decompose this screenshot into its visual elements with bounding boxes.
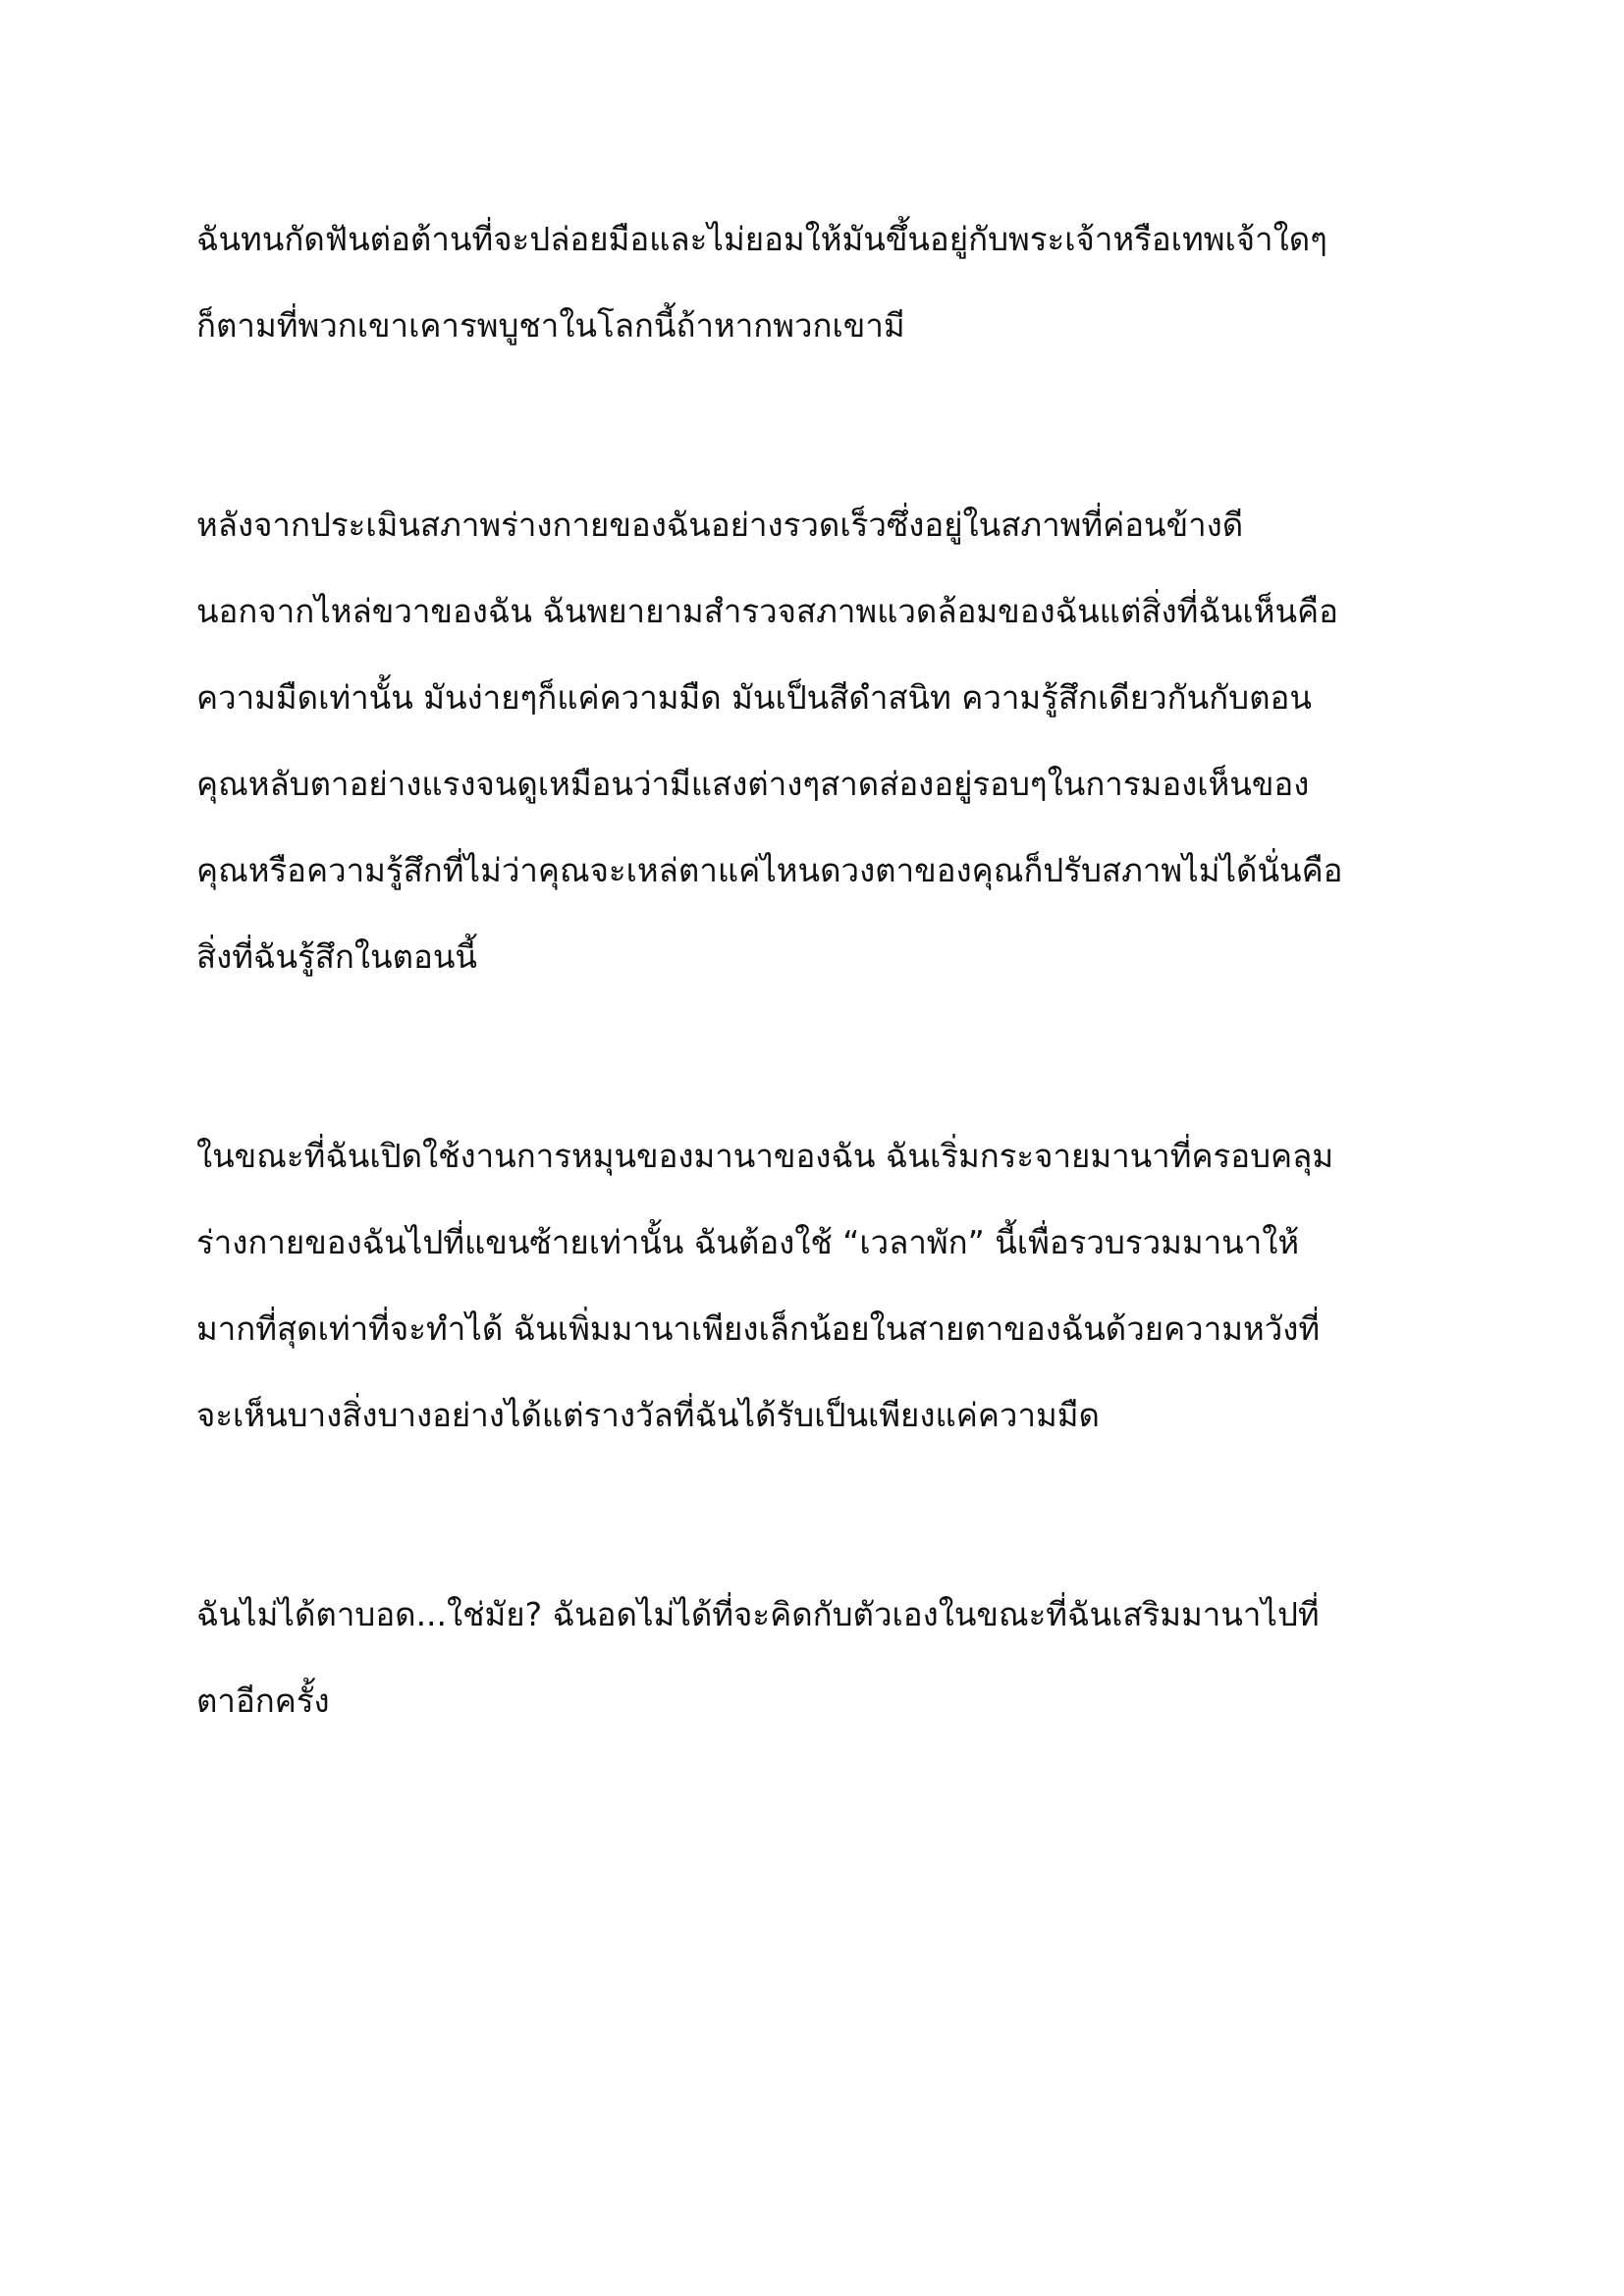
paragraph-line: ร่างกายของฉันไปที่แขนซ้ายเท่านั้น ฉันต้องใช้ “เวลาพัก” นี้เพื่อรวบรวมมานาให้ (196, 1223, 1300, 1261)
paragraph-line: หลังจากประเมินสภาพร่างกายของฉันอย่างรวดเร็วซึ่งอยู่ในสภาพที่ค่อนข้างดี (196, 506, 1244, 544)
paragraph-line: คุณหลับตาอย่างแรงจนดูเหมือนว่ามีแสงต่างๆสาดส่องอยู่รอบๆในการมองเห็นของ (196, 765, 1310, 803)
paragraph-line: คุณหรือความรู้สึกที่ไม่ว่าคุณจะเหล่ตาแค่ไหนดวงตาของคุณก็ปรับสภาพไม่ได้นั่นคือ (196, 851, 1343, 889)
paragraph-line: นอกจากไหล่ขวาของฉัน ฉันพยายามสำรวจสภาพแวดล้อมของฉันแต่สิ่งที่ฉันเห็นคือ (196, 592, 1338, 630)
paragraph-line: จะเห็นบางสิ่งบางอย่างได้แต่รางวัลที่ฉันได้รับเป็นเพียงแค่ความมืด (196, 1396, 1100, 1434)
paragraph-line: ก็ตามที่พวกเขาเคารพบูชาในโลกนี้ถ้าหากพวกเขามี (196, 306, 905, 345)
paragraph-1 (196, 196, 1473, 369)
document-body (196, 196, 1473, 1857)
paragraph-line: มากที่สุดเท่าที่จะทำได้ ฉันเพิ่มมานาเพียงเล็กน้อยในสายตาของฉันด้วยความหวังที่ (196, 1309, 1321, 1348)
paragraph-line: ฉันไม่ได้ตาบอด...ใช่มัย? ฉันอดไม่ได้ที่จะคิดกับตัวเองในขณะที่ฉันเสริมมานาไปที่ (196, 1595, 1320, 1633)
paragraph-line: ฉันทนกัดฟันต่อต้านที่จะปล่อยมือและไม่ยอมให้มันขึ้นอยู่กับพระเจ้าหรือเทพเจ้าใดๆ (196, 220, 1327, 258)
paragraph-4 (196, 1572, 1473, 1744)
paragraph-line: ความมืดเท่านั้น มันง่ายๆก็แค่ความมืด มันเป็นสีดำสนิท ความรู้สึกเดียวกันกับตอน (196, 678, 1312, 717)
paragraph-line: ตาอีกครั้ง (196, 1682, 330, 1720)
paragraph-2 (196, 482, 1473, 1000)
paragraph-line: ในขณะที่ฉันเปิดใช้งานการหมุนของมานาของฉัน ฉันเริ่มกระจายมานาที่ครอบคลุม (196, 1137, 1334, 1175)
paragraph-3 (196, 1113, 1473, 1459)
paragraph-line: สิ่งที่ฉันรู้สึกในตอนนี้ (196, 937, 477, 976)
